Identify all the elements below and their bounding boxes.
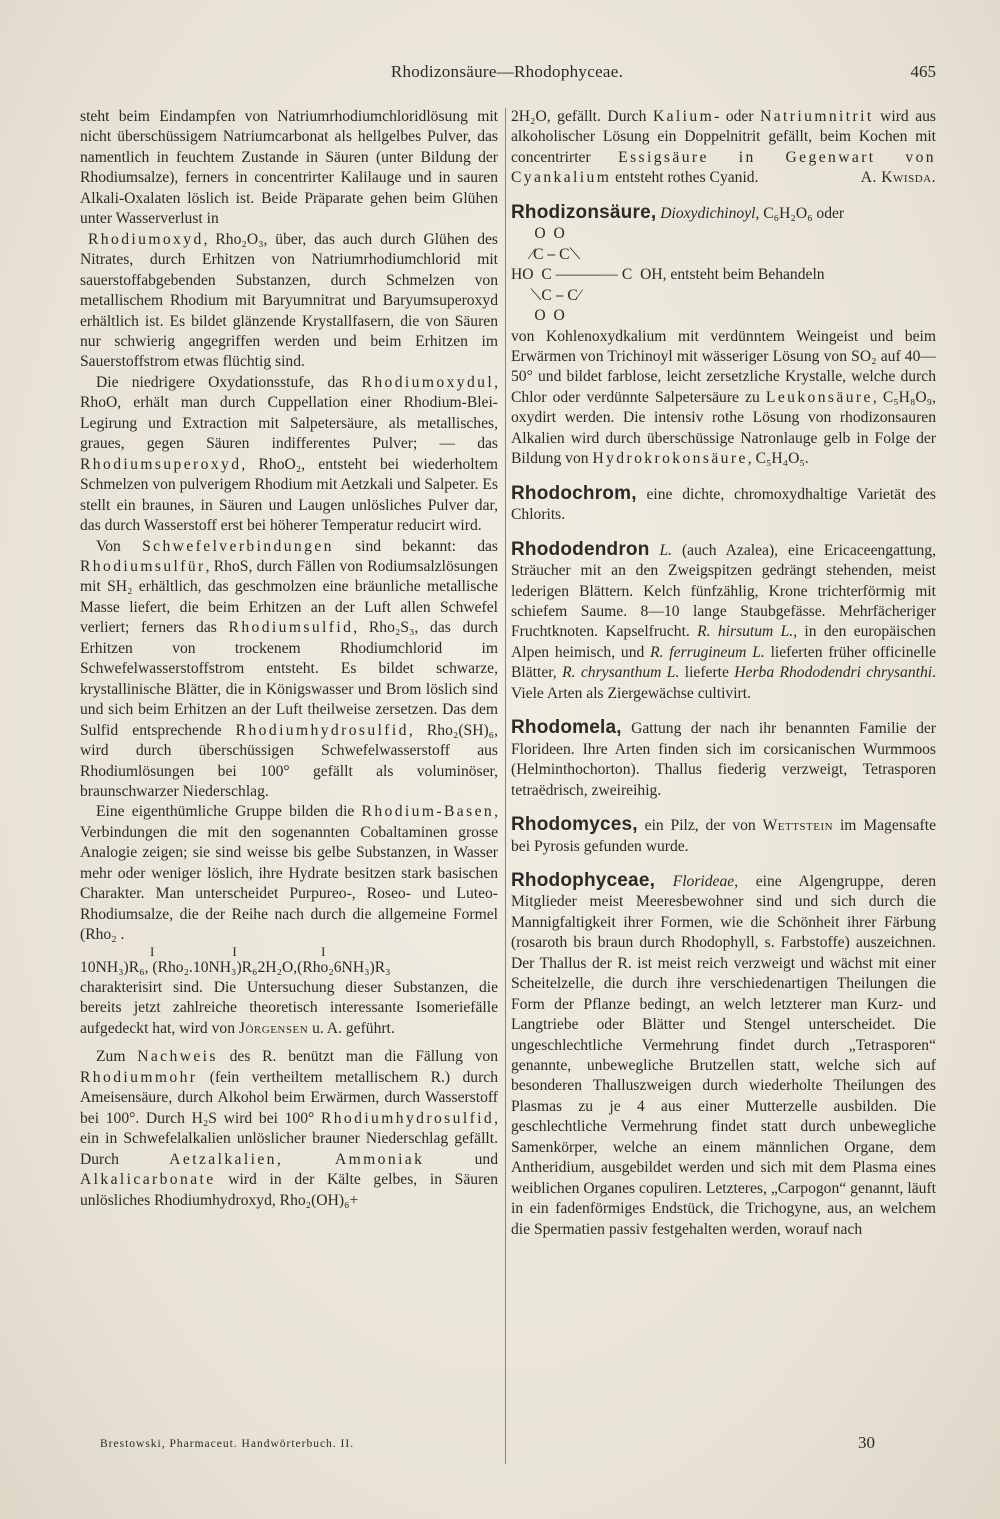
term: Rhodiumhydrosulfid: [320, 1109, 495, 1127]
author: Wettstein: [762, 817, 834, 835]
term: Rhodiumoxyd: [88, 230, 204, 248]
term: Kalium: [652, 108, 715, 125]
formula-indices: I I I: [150, 943, 326, 959]
entry-title: Rhododendron: [511, 538, 650, 560]
structure-line: O O: [511, 225, 565, 243]
paragraph-nachweis: Zum Nachweis des R. benützt man die Fällung von Rhodiummohr (fein vertheiltem metallischem R.) durch Ameisensäure, durch Alkohol beim Erwärmen, durch Wasserstoff bei 100°. Durch H₂S wird bei 100° Rhodiumhydrosulfid, ein in Schwefelalkalien unlöslicher brauner Niederschlag gefällt. Durch Aetzalkalien, Ammoniak und Alkalicarbonate wird in der Kälte gelbes, in Säuren unlösliches Rhodiumhydroxyd, Rho₂(OH)₆+: [80, 1048, 498, 1209]
entry-rhododendron: [511, 540, 936, 705]
structure-line: ⁄C ⎯ C⟍: [511, 245, 581, 263]
right-column: [511, 107, 936, 1240]
author: Jörgensen: [238, 1019, 309, 1037]
entry-title: Rhodochrom,: [511, 482, 637, 504]
entry-title: Rhodophyceae,: [511, 869, 656, 891]
sheet-number: 30: [858, 1433, 875, 1452]
paragraph-rhodiumoxyd: Rhodiumoxyd, Rho₂O₃, über, das auch durch Glühen des Nitrates, durch Erhitzen von Natriumrhodiumchlorid mit sauerstoffabgebenden Substanzen, durch Schmelzen von metallischem Rhodium mit Baryumnitrat und Baryumsuperoxyd erhältlich ist. Es bildet glänzende Krystallfasern, die von Säuren nur schwierig angegriffen werden und beim Erhitzen im Sauerstoffstrom etwas flüchtig sind.: [80, 230, 498, 371]
paragraph-continuation-right: 2H₂O, gefällt. Durch Kalium- oder Natriumnitrit wird aus alkoholischer Lösung ein Doppelnitrit gefällt, beim Kochen mit concentrirter Essigsäure in Gegenwart von Cyankalium entsteht rothes Cyanid. A. Kwisda.: [511, 107, 936, 189]
running-header: [78, 62, 936, 84]
signature: A. Kwisda.: [860, 169, 936, 187]
structure-line: O O: [511, 307, 565, 325]
term: Rhodiumhydrosulfid: [235, 721, 409, 739]
term: Schwefelverbindungen: [142, 537, 334, 555]
entry-rhodomyces: [511, 815, 936, 857]
entry-rhodizonsaeure: [511, 203, 936, 470]
entry-body: Rhodochrom, eine dichte, chromoxydhaltige Varietät des Chlorits.: [511, 482, 936, 524]
running-title: Rhodizonsäure—Rhodophyceae.: [390, 62, 624, 81]
term: Hydrokrokonsäure: [592, 450, 748, 468]
entry-rhodophyceae: [511, 871, 936, 1240]
structure-line: ⟍C ⎯ C⁄: [511, 286, 581, 304]
structure-line: HO C ———— C OH,: [511, 266, 667, 284]
paragraph-oxydul: Die niedrigere Oxydationsstufe, das Rhodiumoxydul, RhoO, erhält man durch Cuppellation einer Rhodium-Blei-Legirung und Extraction mit Salpetersäure, als metallisches, graues, gegen Säuren indifferentes Pulver; — das Rhodiumsuperoxyd, RhoO₂, entsteht bei wiederholtem Schmelzen von pulverigem Rhodium mit Aetzkali und Salpeter. Es stellt ein braunes, in Säuren und Laugen unlösliches Pulver dar, das durch Wasserstoff erst bei höherer Temperatur reducirt wird.: [80, 373, 498, 535]
term: Leukonsäure: [765, 388, 873, 406]
entry-body: Rhodomyces, ein Pilz, der von Wettstein im Magensafte bei Pyrosis gefunden wurde.: [511, 814, 936, 855]
paragraph-basen-cont: charakterisirt sind. Die Untersuchung dieser Substanzen, die bereits jetzt zahlreiche theoretisch interessante Isomeriefälle aufgedeckt hat, wird von Jörgensen u. A. geführt.: [80, 979, 498, 1037]
paragraph-basen: Eine eigenthümliche Gruppe bilden die Rhodium-Basen, Verbindungen die mit den sogenannten Cobaltaminen grosse Analogie zeigen; sie sind weisse bis gelbe Substanzen, in Wasser mehr oder weniger löslich, ihre Hydrate besitzen stark basischen Charakter. Man unterscheidet Purpureo-, Roseo- und Luteo-Rhodiumsalze, die der Reihe nach durch die allgemeine Formel (Rho₂ .: [80, 803, 498, 944]
entry-title: Rhodomela,: [511, 717, 622, 739]
term: Rhodium-Basen: [361, 803, 495, 821]
synonym: Florideae: [672, 872, 735, 890]
entry-body: Rhodomela, Gattung der nach ihr benannten Familie der Florideen. Ihre Arten finden sich im corsicanischen Wurmmoos (Helminthochorton). Thallus fiederig verzweigt, Tetrasporen tetraëdrisch, zweireihig.: [511, 717, 936, 799]
term: Alkalicarbonate: [80, 1171, 216, 1189]
entry-rhodomela: [511, 718, 936, 801]
left-column: [80, 107, 498, 1211]
entry-rhodochrom: [511, 484, 936, 526]
entry-heading: Rhodizonsäure, Dioxydichinoyl, C₆H₂O₆ oder: [511, 201, 845, 223]
term: Rhodiumsulfid: [228, 619, 354, 637]
column-divider: [505, 108, 506, 1464]
page-number: 465: [910, 62, 936, 81]
species: R. chrysanthum L.: [562, 664, 680, 682]
term: Rhodiumsulfür: [80, 557, 206, 575]
term: Aetzalkalien, Ammoniak: [169, 1150, 425, 1168]
species: R. hirsutum L.: [697, 623, 794, 641]
synonym: Dioxydichinoyl: [660, 204, 756, 222]
term: Rhodiumoxydul: [361, 373, 495, 391]
entry-body: von Kohlenoxydkalium mit verdünntem Weingeist und beim Erwärmen von Trichinoyl mit wässeriger Lösung von SO₂ auf 40—50° und bildet farblose, leicht zersetzliche Krystalle, welche durch Chlor oder verdünnte Salpetersäure zu Leukonsäure, C₅H₈O₉, oxydirt werden. Die intensiv rothe Lösung von rhodizonsauren Alkalien wird durch überschüssige Natronlauge gelb in Folge der Bildung von Hydrokrokonsäure, C₅H₄O₅.: [511, 327, 936, 468]
structure-main-line: HO C ———— C OH, entsteht beim Behandeln: [511, 266, 825, 284]
term: Nachweis: [137, 1048, 218, 1066]
footer-imprint: Brestowski, Pharmaceut. Handwörterbuch. II.: [100, 1438, 355, 1450]
species: Herba Rhododendri chrysanthi: [734, 664, 933, 682]
term: Rhodiumsuperoxyd: [80, 455, 242, 473]
entry-title: Rhodomyces,: [511, 814, 638, 836]
term: Natriumnitrit: [760, 108, 874, 125]
entry-body: Rhododendron L. (auch Azalea), eine Ericaceengattung, Sträucher mit an den Zweigspitzen gedrängt stehenden, meist lederigen Blättern. Kelch fünfzählig, Krone trichterförmig mit schiefem Saume. 8—10 lange Staubgefässe. Mehrfächeriger Fruchtknoten. Kapselfrucht. R. hirsutum L., in den europäischen Alpen heimisch, und R. ferrugineum L. lieferten früher officinelle Blätter, R. chrysanthum L. lieferte Herba Rhododendri chrysanthi. Viele Arten als Ziergewächse cultivirt.: [511, 538, 937, 702]
formula-rhodium-basen: 10NH₃)R₆, (Rho₂.10NH₃)R₆2H₂O,(Rho₂6NH₃)R₃: [80, 958, 391, 976]
paragraph-continuation: steht beim Eindampfen von Natriumrhodiumchloridlösung mit nicht überschüssigem Natriumcarbonat als hellgelbes Pulver, das namentlich in feuchtem Zustande in Säuren (unter Bildung der Rhodiumsalze), ferners in concentrirter Kalilauge und in sauren Alkali-Oxalaten löslich ist. Beide Präparate gehen beim Glühen unter Wasserverlust in: [80, 108, 498, 228]
term: Rhodiummohr: [80, 1068, 198, 1086]
paragraph-schwefel: Von Schwefelverbindungen sind bekannt: das Rhodiumsulfür, RhoS, durch Fällen von Rodiumsalzlösungen mit SH₂ erhältlich, das geschmolzen eine bräunliche metallische Masse liefert, die beim Erhitzen an der Luft allen Schwefel verliert; ferners das Rhodiumsulfid, Rho₂S₃, das durch Erhitzen von trockenem Rhodiumchlorid im Schwefelwasserstoffstrom entsteht. Es bildet schwarze, krystallinische Blätter, die in Königswasser und Brom löslich sind und sich beim Erhitzen an der Luft theilweise zersetzen. Das dem Sulfid entsprechende Rhodiumhydrosulfid, Rho₂(SH)₆, wird durch überschüssigen Schwefelwasserstoff aus Rhodiumlösungen bei 100° gefällt als voluminöser, braunschwarzer Niederschlag.: [80, 537, 499, 800]
entry-body: Rhodophyceae, Florideae, eine Algengruppe, deren Mitglieder meist Meeresbewohner sind und sich durch die Mannigfaltigkeit ihrer Formen, wie die Schönheit ihrer Färbung (rosaroth bis braun durch Rhodophyll, s. Farbstoffe) auszeichnen. Der Thallus der R. ist meist reich verzweigt und wächst mit einer Scheitelzelle, die durch ihre verschiedenartigen Theilungen die Form der Pflanze bedingt, an welch letzterer man Kurz- und Langtriebe oder Blätter und Stengel unterscheidet. Die ungeschlechtliche Vermehrung findet durch „Tetrasporen“ genannte, unbewegliche Brutzellen statt, welche sich auf besonderen Thalluszweigen durch wiederholte Theilungen des Plasmas zu je 4 aus einer Mutterzelle ausbilden. Die geschlechtliche Vermehrung findet statt durch unbewegliche Samenkörper, welche an einem männlichen Organe, dem Antheridium, ausgebildet werden und sich mit dem Plasma eines weiblichen Organes copuliren. Letzteres, „Carpogon“ genannt, läuft in ein fadenförmiges Endstück, die Trichogyne, aus, an welchem die Spermatien passiv festgehalten werden, worauf nach: [511, 869, 936, 1238]
entry-title: Rhodizonsäure,: [511, 201, 657, 223]
term: Essigsäure in Gegenwart von Cyankalium: [511, 148, 936, 187]
species: R. ferrugineum L.: [650, 643, 765, 661]
